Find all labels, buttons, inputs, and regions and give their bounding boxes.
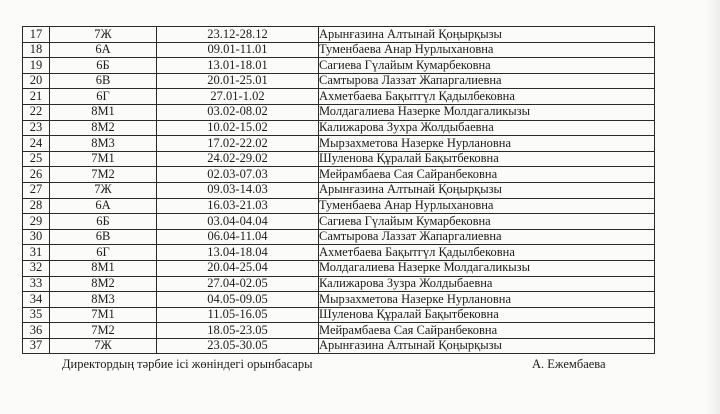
class-cell: 7Ж [50,338,157,354]
date-range-cell: 17.02-22.02 [157,136,319,152]
class-cell: 7М2 [50,323,157,339]
teacher-name-cell: Мырзахметова Назерке Нурлановна [319,292,655,308]
teacher-name-cell: Шуленова Құралай Бақытбековна [319,151,655,167]
table-row [23,260,655,276]
table-row [23,307,655,323]
row-number: 34 [23,292,50,308]
date-range-cell: 27.04-02.05 [157,276,319,292]
row-number: 20 [23,73,50,89]
date-range-cell: 23.05-30.05 [157,338,319,354]
teacher-name-cell: Ахметбаева Бақытгүл Қадылбековна [319,245,655,261]
row-number: 21 [23,89,50,105]
class-cell: 6В [50,73,157,89]
table-row [23,42,655,58]
signatory-position: Директордың тәрбие ісі жөніндегі орынбасары [62,357,313,371]
teacher-name-cell: Арынғазина Алтынай Қоңырқызы [319,182,655,198]
date-range-cell: 04.05-09.05 [157,292,319,308]
class-cell: 7Ж [50,27,157,43]
teacher-name-cell: Арынғазина Алтынай Қоңырқызы [319,338,655,354]
teacher-name-cell: Шуленова Құралай Бақытбековна [319,307,655,323]
class-cell: 8М2 [50,276,157,292]
row-number: 33 [23,276,50,292]
date-range-cell: 27.01-1.02 [157,89,319,105]
class-cell: 6А [50,42,157,58]
table-row [23,58,655,74]
class-cell: 6Г [50,245,157,261]
row-number: 26 [23,167,50,183]
row-number: 25 [23,151,50,167]
date-range-cell: 13.04-18.04 [157,245,319,261]
class-cell: 8М2 [50,120,157,136]
table-row [23,136,655,152]
duty-schedule-table [22,26,655,354]
teacher-name-cell: Мейрамбаева Сая Сайранбековна [319,167,655,183]
table-row [23,245,655,261]
date-range-cell: 10.02-15.02 [157,120,319,136]
row-number: 29 [23,214,50,230]
class-cell: 7М2 [50,167,157,183]
date-range-cell: 11.05-16.05 [157,307,319,323]
scan-edge-shadow [706,0,720,414]
class-cell: 7Ж [50,182,157,198]
table-row [23,292,655,308]
row-number: 19 [23,58,50,74]
row-number: 31 [23,245,50,261]
table-row [23,73,655,89]
teacher-name-cell: Туменбаева Анар Нурлыхановна [319,198,655,214]
class-cell: 8М1 [50,104,157,120]
row-number: 18 [23,42,50,58]
row-number: 27 [23,182,50,198]
row-number: 35 [23,307,50,323]
row-number: 36 [23,323,50,339]
signatory-name: А. Ежембаева [532,357,606,371]
date-range-cell: 09.01-11.01 [157,42,319,58]
teacher-name-cell: Калижарова Зухра Жолдыбаевна [319,120,655,136]
class-cell: 7М1 [50,307,157,323]
table-row [23,89,655,105]
table-row [23,151,655,167]
row-number: 17 [23,27,50,43]
date-range-cell: 03.02-08.02 [157,104,319,120]
date-range-cell: 24.02-29.02 [157,151,319,167]
date-range-cell: 02.03-07.03 [157,167,319,183]
class-cell: 6В [50,229,157,245]
date-range-cell: 20.04-25.04 [157,260,319,276]
table-row [23,167,655,183]
class-cell: 6Б [50,214,157,230]
table-row [23,338,655,354]
date-range-cell: 03.04-04.04 [157,214,319,230]
class-cell: 8М1 [50,260,157,276]
teacher-name-cell: Молдагалиева Назерке Молдагаликызы [319,104,655,120]
row-number: 22 [23,104,50,120]
table-row [23,27,655,43]
table-row [23,323,655,339]
teacher-name-cell: Сагиева Гүлайым Кумарбековна [319,58,655,74]
class-cell: 8М3 [50,136,157,152]
class-cell: 6А [50,198,157,214]
date-range-cell: 20.01-25.01 [157,73,319,89]
table-row [23,229,655,245]
table-row [23,120,655,136]
teacher-name-cell: Сагиева Гүлайым Кумарбековна [319,214,655,230]
row-number: 30 [23,229,50,245]
date-range-cell: 16.03-21.03 [157,198,319,214]
table-row [23,198,655,214]
teacher-name-cell: Ахметбаева Бақытгүл Қадылбековна [319,89,655,105]
teacher-name-cell: Мырзахметова Назерке Нурлановна [319,136,655,152]
class-cell: 6Б [50,58,157,74]
date-range-cell: 23.12-28.12 [157,27,319,43]
date-range-cell: 18.05-23.05 [157,323,319,339]
table-row [23,182,655,198]
teacher-name-cell: Самтырова Лаззат Жапаргалиевна [319,73,655,89]
teacher-name-cell: Мейрамбаева Сая Сайранбековна [319,323,655,339]
date-range-cell: 09.03-14.03 [157,182,319,198]
date-range-cell: 13.01-18.01 [157,58,319,74]
row-number: 32 [23,260,50,276]
schedule-table-body [23,27,655,354]
row-number: 28 [23,198,50,214]
row-number: 24 [23,136,50,152]
table-row [23,276,655,292]
teacher-name-cell: Молдагалиева Назерке Молдагаликызы [319,260,655,276]
class-cell: 6Г [50,89,157,105]
table-row [23,214,655,230]
teacher-name-cell: Калижарова Зузра Жолдыбаевна [319,276,655,292]
date-range-cell: 06.04-11.04 [157,229,319,245]
teacher-name-cell: Арынғазина Алтынай Қоңырқызы [319,27,655,43]
class-cell: 7М1 [50,151,157,167]
table-row [23,104,655,120]
teacher-name-cell: Самтырова Лаззат Жапаргалиевна [319,229,655,245]
row-number: 37 [23,338,50,354]
class-cell: 8М3 [50,292,157,308]
teacher-name-cell: Туменбаева Анар Нурлыхановна [319,42,655,58]
row-number: 23 [23,120,50,136]
